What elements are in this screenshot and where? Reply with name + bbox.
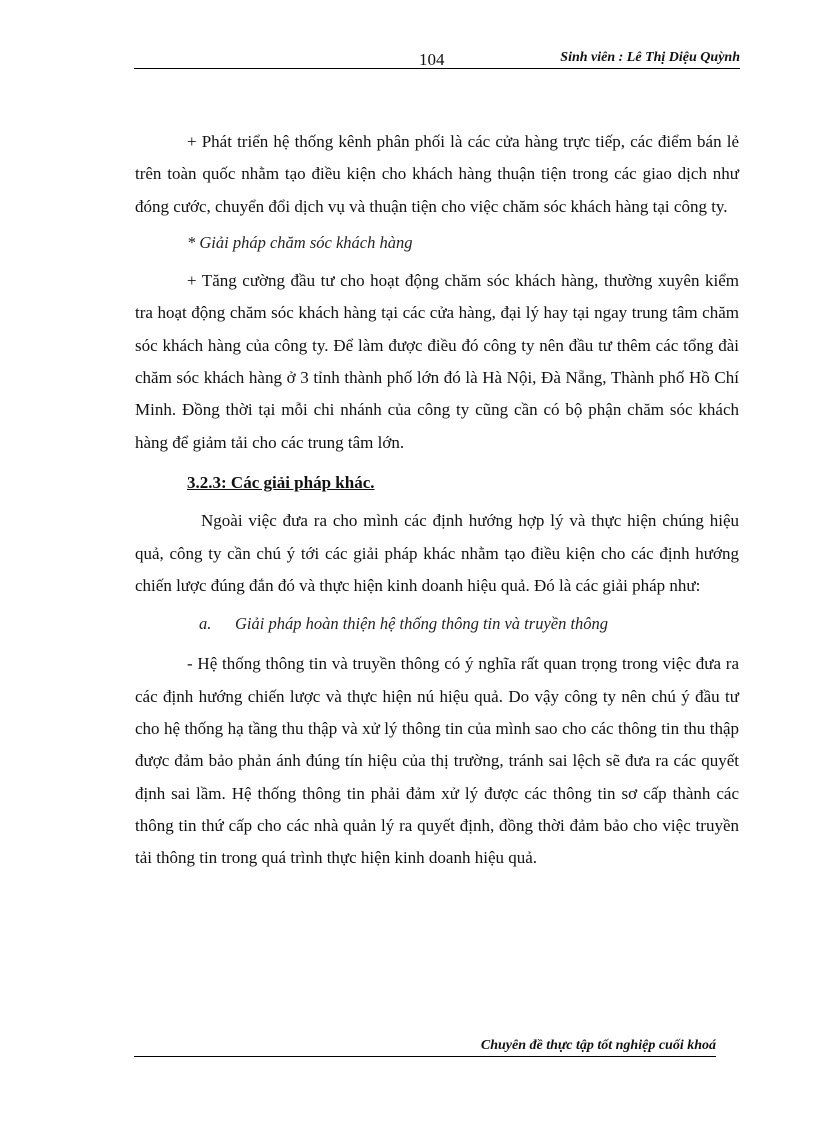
page-number: 104 <box>419 50 445 69</box>
subheading-title: Giải pháp hoàn thiện hệ thống thông tin và truyền thông <box>235 614 609 634</box>
subheading-information <box>135 608 739 640</box>
subheading-letter: a. <box>199 614 212 634</box>
section-title: 3.2.3: Các giải pháp khác. <box>187 472 375 492</box>
footer-text: Chuyên đề thực tập tốt nghiệp cuối khoá <box>480 1038 716 1053</box>
heading-customer-care: * Giải pháp chăm sóc khách hàng <box>187 232 413 252</box>
paragraph-customer-care: + Tăng cường đầu tư cho hoạt động chăm sóc khách hàng, thường xuyên kiểm tra hoạt động chăm sóc khách hàng tại các cửa hàng, đại lý hay tại ngay trung tâm chăm sóc khách hàng của công ty. Để làm được điều đó công ty nên đầu tư thêm các tổng đài chăm sóc khách hàng ở 3 tỉnh thành phố lớn đó là Hà Nội, Đà Nẵng, Thành phố Hồ Chí Minh. Đồng thời tại mỗi chi nhánh của công ty cũng cần có bộ phận chăm sóc khách hàng để giảm tải cho các trung tâm lớn. <box>135 271 739 452</box>
document-body <box>135 126 739 875</box>
paragraph-distribution: + Phát triển hệ thống kênh phân phối là các cửa hàng trực tiếp, các điểm bán lẻ trên toàn quốc nhằm tạo điều kiện cho khách hàng thuận tiện trong các giao dịch như đóng cước, chuyển đổi dịch vụ và thuận tiện cho việc chăm sóc khách hàng tại công ty. <box>135 132 739 216</box>
student-name: Sinh viên : Lê Thị Diệu Quỳnh <box>560 50 740 65</box>
page-footer <box>134 1036 716 1057</box>
paragraph-other-solutions: Ngoài việc đưa ra cho mình các định hướng hợp lý và thực hiện chúng hiệu quả, công ty cần chú ý tới các giải pháp khác nhằm tạo điều kiện cho các định hướng chiến lược đúng đắn đó và thực hiện kinh doanh hiệu quả. Đó là các giải pháp như: <box>135 511 739 595</box>
page-header <box>134 46 740 69</box>
paragraph-information-system: - Hệ thống thông tin và truyền thông có ý nghĩa rất quan trọng trong việc đưa ra các định hướng chiến lược và thực hiện nú hiệu quả. Do vậy công ty nên chú ý đầu tư cho hệ thống hạ tầng thu thập và xử lý thông tin của mình sao cho các thông tin thu thập được đảm bảo phản ánh đúng tín hiệu của thị trường, tránh sai lệch sẽ đưa ra các quyết định sai lầm. Hệ thống thông tin phải đảm xử lý được các thông tin sơ cấp thành các thông tin thứ cấp cho các nhà quản lý ra quyết định, đồng thời đảm bảo cho việc truyền tải thông tin trong quá trình thực hiện kinh doanh hiệu quả. <box>135 654 739 868</box>
